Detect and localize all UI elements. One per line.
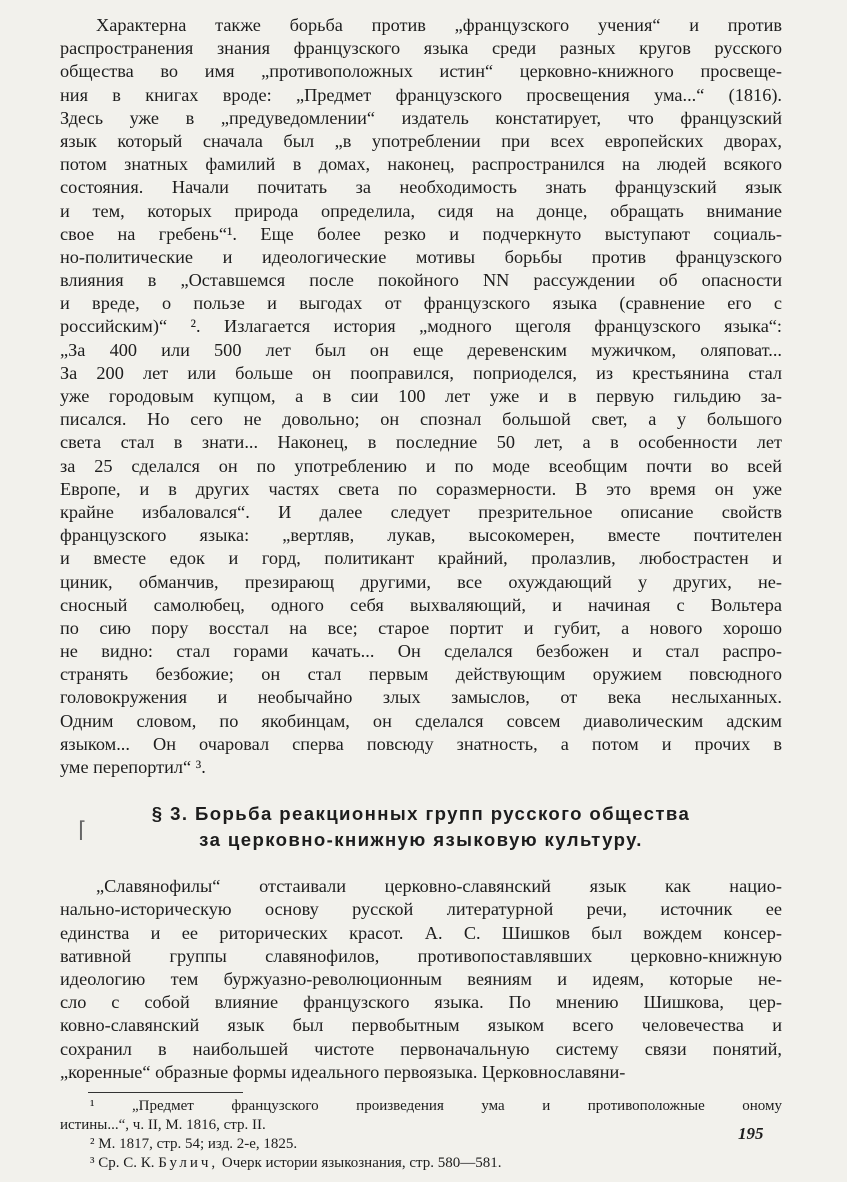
text-line: сло с собой влияние французского языка. По мнению Шишкова, цер-: [60, 992, 782, 1013]
text-line: потом знатных фамилий в домах, наконец, распространился на людей всякого: [60, 154, 782, 175]
text-line: крайне избаловался“. И далее следует презрительное описание свойств: [60, 501, 782, 522]
footnote-3-title: Очерк истории языкознания, стр. 580—581.: [221, 1154, 502, 1171]
text-line: Здесь уже в „предуведомлении“ издатель констатирует, что французский: [60, 107, 782, 128]
text-line: идеологию тем буржуазно-революционным веяниям и идеям, которые не-: [60, 968, 782, 989]
page-number: 195: [738, 1124, 764, 1143]
bracket-mark-icon: ⌈: [78, 818, 87, 843]
text-line: российским)“ ². Излагается история „модного щеголя французского языка“:: [60, 316, 782, 337]
paragraph-2: [60, 875, 782, 1084]
footnote-1-cont: истины...“, ч. II, М. 1816, стр. II.: [60, 1116, 266, 1133]
text-line: и тем, которых природа определила, сидя на донце, обращать внимание: [60, 200, 782, 221]
text-line: влияния в „Оставшемся после покойного NN рассуждении об опасности: [60, 270, 782, 291]
text-line: нально-историческую основу русской литературной речи, источник ее: [60, 899, 782, 920]
text-line: свое на гребень“¹. Еще более резко и подчеркнуто выступают социаль-: [60, 223, 782, 244]
text-line: „За 400 или 500 лет был он еще деревенским мужичком, оляповат...: [60, 339, 782, 360]
text-line: французского языка: „вертляв, лукав, высокомерен, вместе почтителен: [60, 525, 782, 546]
text-line: ния в книгах вроде: „Предмет французского просвещения ума...“ (1816).: [60, 84, 782, 105]
text-line: головокружения и необычайно злых замыслов, от века неслыханных.: [60, 687, 782, 708]
text-line: уме перепортил“ ³.: [60, 757, 206, 777]
text-line: странять безбожие; он стал первым действующим оружием повсюдного: [60, 664, 782, 685]
footnote-1: ¹ „Предмет французского произведения ума и противоположные оному: [90, 1097, 782, 1114]
text-line: Одним словом, по якобинцам, он сделался совсем диаволическим адским: [60, 710, 782, 731]
text-line: уже городовым купцом, а в сии 100 лет уже и в первую гильдию за-: [60, 386, 782, 406]
text-line: язык который сначала был „в употреблении при всех европейских дворах,: [60, 130, 782, 151]
text-line: ковно-славянский язык был первобытным языком всего человечества и: [60, 1015, 782, 1036]
text-line: света стал в знати... Наконец, в последние 50 лет, а в особенности лет: [60, 432, 782, 453]
text-line: распространения знания французского языка среди разных кругов русского: [60, 38, 782, 59]
text-line: писался. Но сего не довольно; он спознал большой свет, а у большого: [60, 409, 782, 430]
text-line: общества во имя „противоположных истин“ церковно-книжного просвеще-: [60, 61, 782, 82]
paragraph-1: [60, 14, 782, 779]
text-line: вативной группы славянофилов, противопоставлявших церковно-книжную: [60, 945, 782, 966]
text-line: сносный самолюбец, одного себя выхваляющий, и начиная с Вольтера: [60, 594, 782, 615]
text-line: состояния. Начали почитать за необходимость знать французский язык: [60, 177, 782, 198]
footnote-divider: [88, 1092, 243, 1093]
text-line: но-политические и идеологические мотивы борьбы против французского: [60, 246, 782, 267]
text-line: и вместе едок и горд, политикант крайний, пролазлив, любострастен и: [60, 548, 782, 569]
text-line: единства и ее риторических красот. А. С. Шишков был вождем консер-: [60, 922, 782, 943]
text-line: циник, обманчив, презирающ другими, все охуждающий у других, не-: [60, 571, 782, 592]
text-line: языком... Он очаровал сперва повсюду знатность, а потом и прочих в: [60, 733, 782, 754]
text-line: За 200 лет или больше он пооправился, поприоделся, из крестьянина стал: [60, 362, 782, 383]
text-line: по сию пору восстал на все; старое портит и губит, а нового хорошо: [60, 617, 782, 638]
text-line: „коренные“ образные формы идеального первоязыка. Церковнославяни-: [60, 1061, 626, 1082]
footnote-3-prefix: ³ Ср. С. К.: [90, 1154, 155, 1171]
section-heading-line-1: § 3. Борьба реакционных групп русского общества: [151, 803, 691, 825]
page-body: [60, 14, 782, 1173]
text-line: и вреде, о пользе и выгодах от французского языка (сравнение его с: [60, 293, 782, 314]
text-line: „Славянофилы“ отстаивали церковно-славянский язык как нацио-: [96, 876, 782, 897]
text-line: сохранил в наибольшей чистоте первоначальную систему связи понятий,: [60, 1038, 782, 1059]
footnotes: [60, 1097, 782, 1173]
footnote-3-author: Булич,: [158, 1154, 219, 1171]
text-line: за 25 сделался он по употреблению и по моде всеобщим почти во всей: [60, 455, 782, 476]
footnote-3: [60, 1154, 782, 1173]
text-line: не видно: стал горами качать... Он сделался безбожен и стал распро-: [60, 641, 782, 662]
text-line: Характерна также борьба против „французского учения“ и против: [96, 15, 782, 35]
section-heading-line-2: за церковно-книжную языковую культуру.: [199, 829, 643, 851]
footnote-2: ² М. 1817, стр. 54; изд. 2-е, 1825.: [90, 1135, 298, 1152]
text-line: Европе, и в других частях света по соразмерности. В это время он уже: [60, 478, 782, 499]
